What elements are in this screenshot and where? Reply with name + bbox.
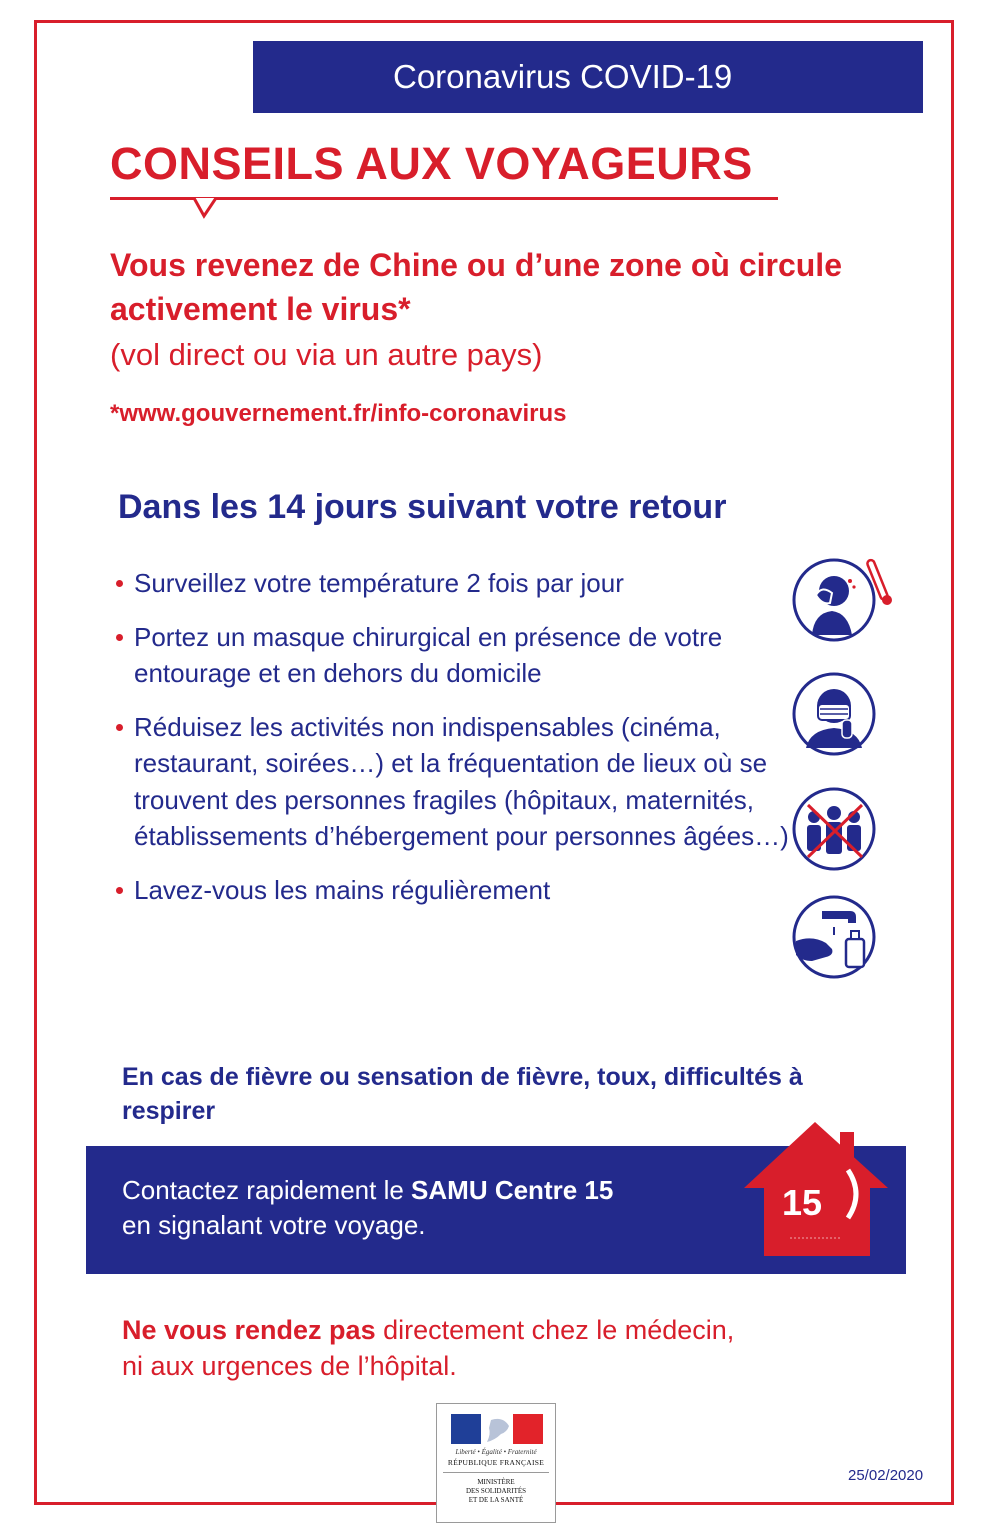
ministry-line: ET DE LA SANTÉ (468, 1496, 524, 1504)
info-link[interactable]: *www.gouvernement.fr/info-coronavirus (110, 400, 567, 427)
bullet-dot-icon (116, 887, 123, 894)
handwash-icon (792, 895, 876, 979)
list-item (114, 619, 794, 692)
fever-note: En cas de fièvre ou sensation de fièvre, toux, difficultés à respirer (122, 1063, 803, 1125)
section-title: Dans les 14 jours suivant votre retour (118, 488, 727, 526)
samu-line2: en signalant votre voyage. (122, 1210, 426, 1240)
ministry-line: MINISTÈRE (477, 1478, 515, 1486)
samu-text (122, 1173, 613, 1243)
no-crowd-icon (792, 787, 876, 871)
intro-title: Vous revenez de Chine ou d’une zone où circule activement le virus* (110, 247, 842, 327)
ministry-logo (436, 1403, 556, 1523)
final-note-line2: ni aux urgences de l’hôpital. (122, 1351, 457, 1381)
final-note (122, 1312, 734, 1384)
marianne-flag-icon (451, 1414, 543, 1444)
logo-divider (443, 1472, 549, 1473)
banner-label: Coronavirus COVID-19 (393, 58, 733, 95)
ministry-name (437, 1478, 555, 1505)
mask-icon (792, 672, 876, 756)
bullet-dot-icon (116, 580, 123, 587)
list-item (114, 872, 794, 909)
advice-text: Surveillez votre température 2 fois par jour (134, 568, 624, 598)
intro-subtitle: (vol direct ou via un autre pays) (110, 337, 543, 372)
final-note-bold: Ne vous rendez pas (122, 1315, 376, 1345)
list-item (114, 565, 794, 602)
advice-text: Portez un masque chirurgical en présence de votre entourage et en dehors du domicile (134, 621, 723, 688)
final-note-rest: directement chez le médecin, (375, 1315, 735, 1345)
page-title: CONSEILS AUX VOYAGEURS (110, 138, 753, 189)
speech-tail-icon (190, 198, 230, 220)
advice-list (114, 565, 794, 925)
samu-prefix: Contactez rapidement le (122, 1175, 412, 1205)
samu-name: SAMU Centre 15 (411, 1175, 614, 1205)
list-item (114, 709, 794, 855)
ministry-line: DES SOLIDARITÉS (465, 1487, 527, 1495)
republic-motto: Liberté • Égalité • Fraternité (455, 1448, 537, 1456)
bullet-dot-icon (116, 634, 123, 641)
publication-date: 25/02/2020 (848, 1467, 924, 1484)
samu-house-icon (740, 1120, 890, 1260)
advice-text: Lavez-vous les mains régulièrement (134, 874, 551, 905)
bullet-dot-icon (116, 724, 123, 731)
advice-text: Réduisez les activités non indispensables (cinéma, restaurant, soirées…) et la fréquentation de lieux où se trouvent des personnes fragiles (hôpitaux, maternités, établissements d’hébergement pour personnes âgées…) (134, 711, 789, 851)
republic-name: RÉPUBLIQUE FRANÇAISE (447, 1458, 545, 1467)
thermometer-icon (792, 555, 902, 645)
covid-banner (253, 41, 923, 113)
samu-number: 15 (782, 1182, 823, 1223)
